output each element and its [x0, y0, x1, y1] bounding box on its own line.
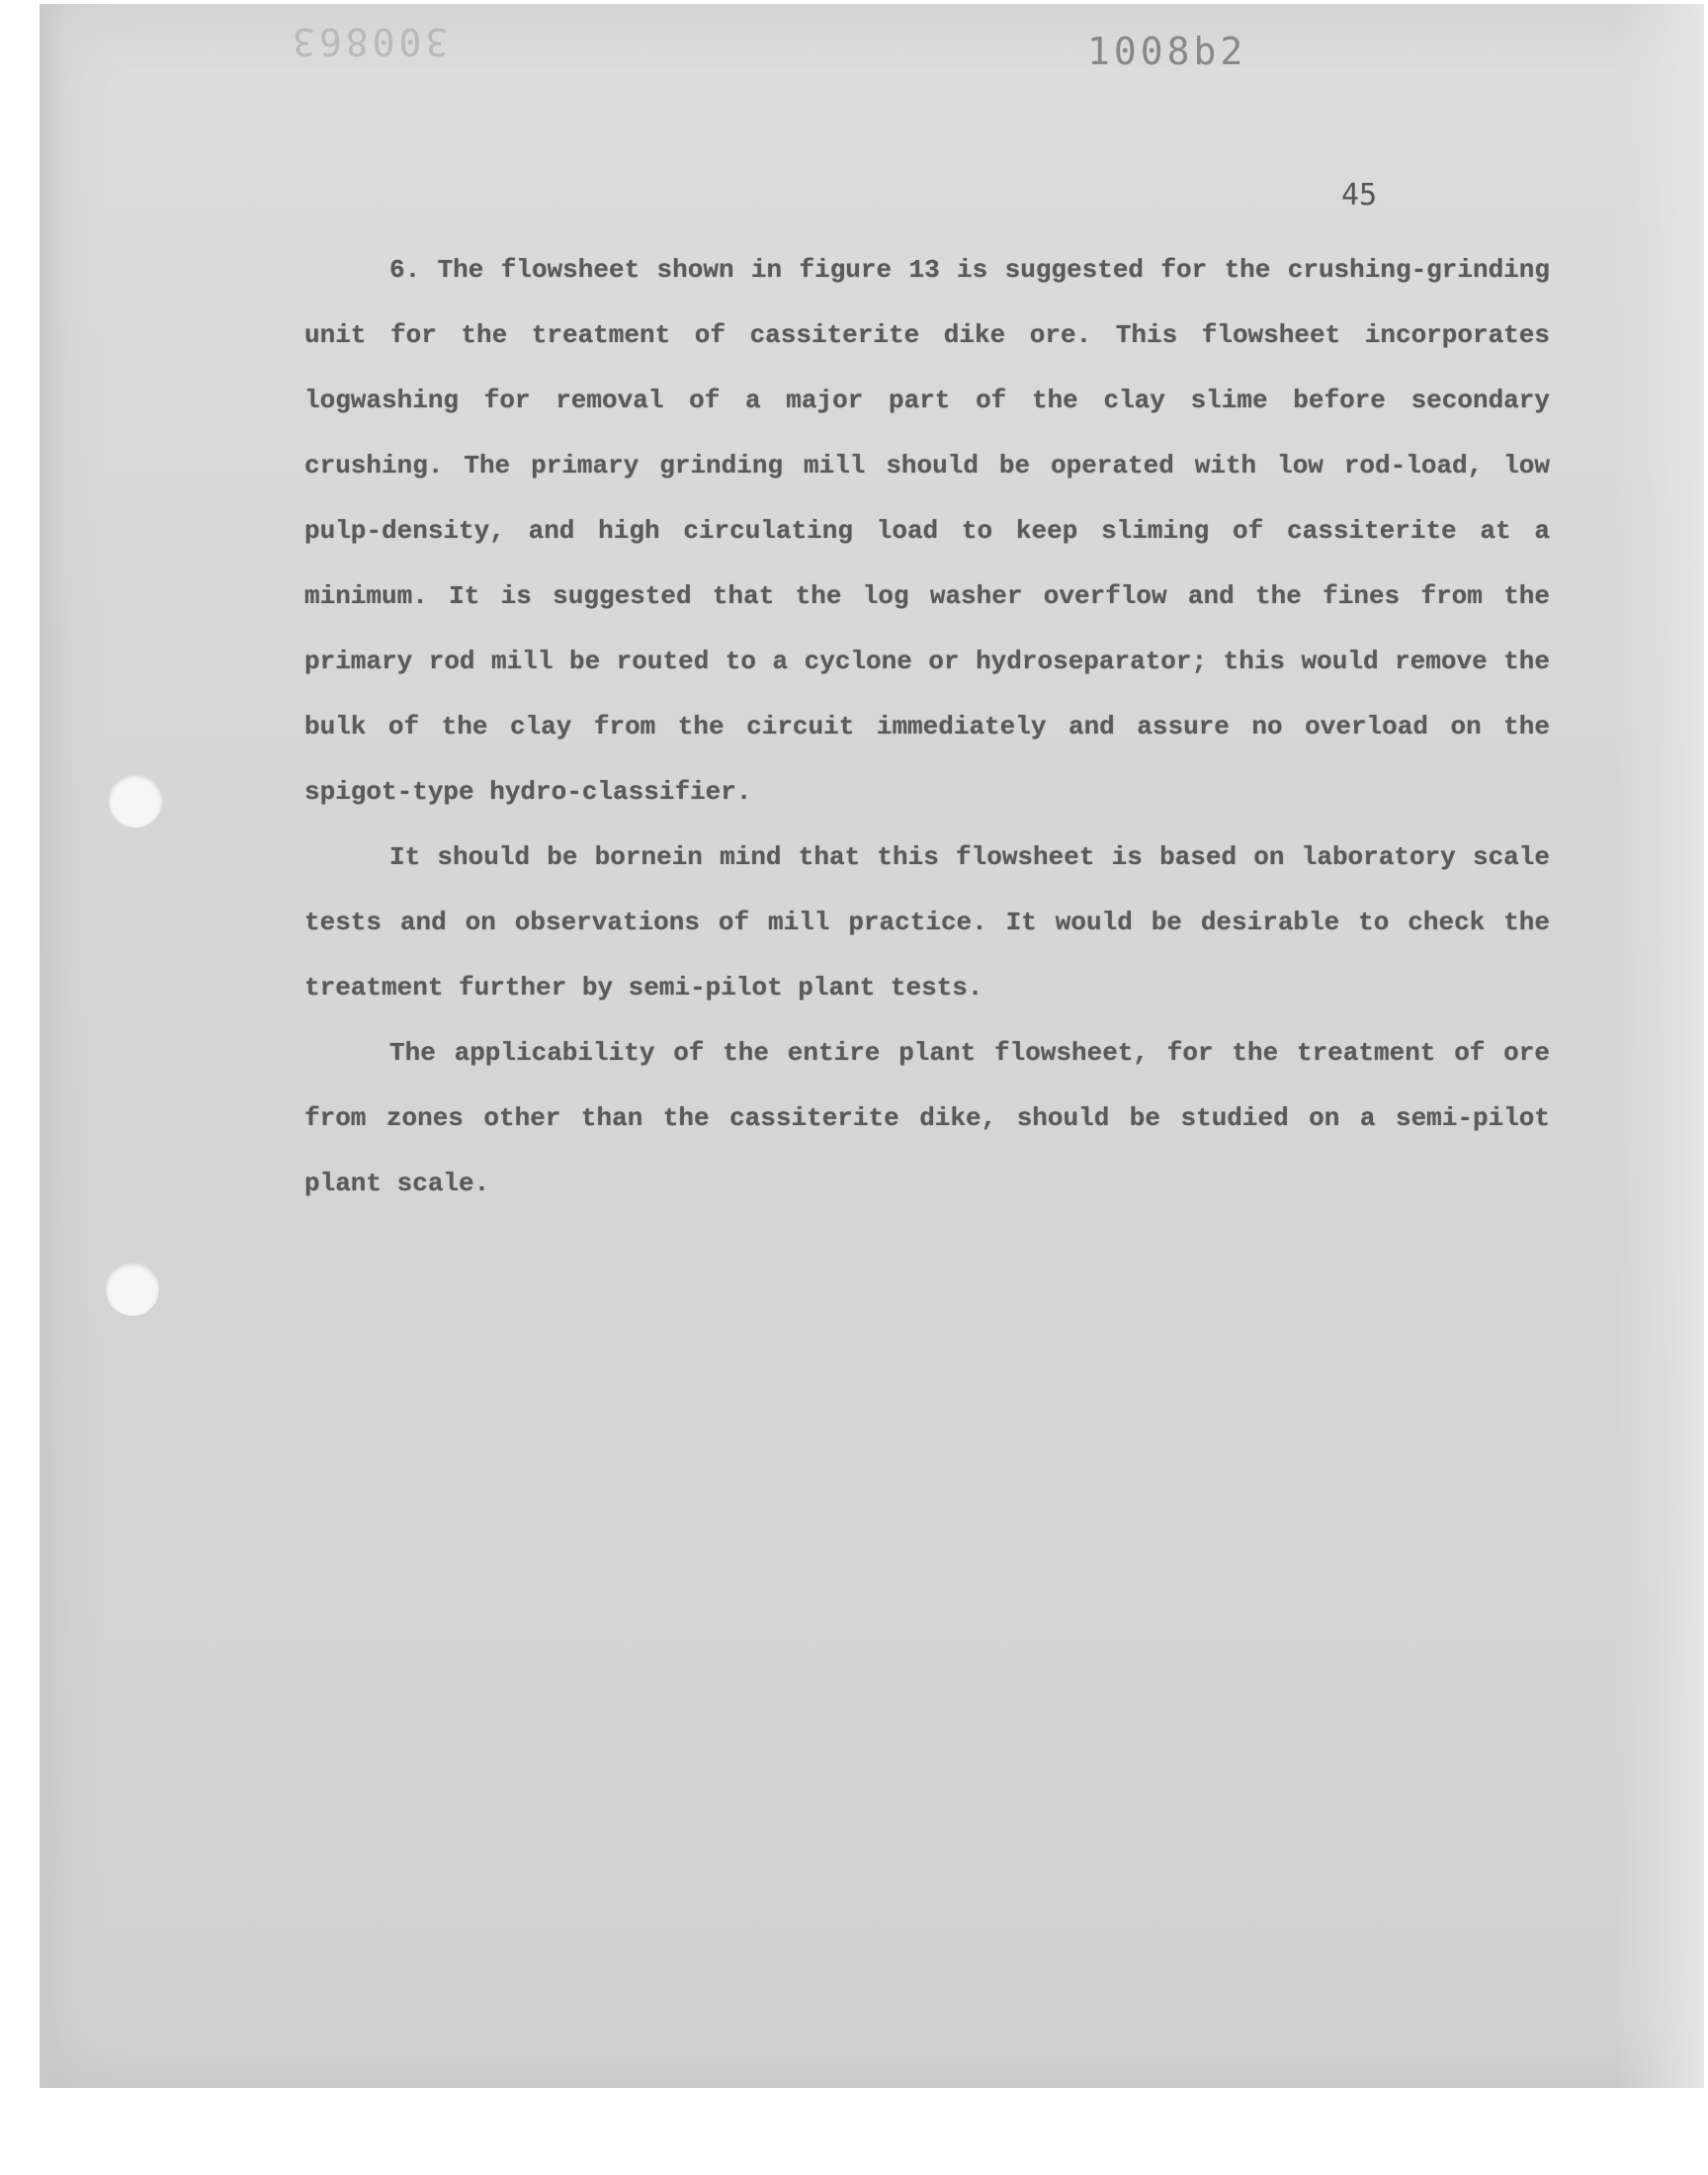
scan-edge-shadow: [40, 4, 65, 2088]
scan-edge-highlight: [1617, 4, 1704, 2088]
paragraph-laboratory-basis: It should be bornein mind that this flowsheet is based on laboratory scale tests and on observations of mill practice. It would be desirable to check the treatment further by semi-pilot plant tests.: [304, 842, 1550, 1002]
punch-hole-upper: [109, 774, 162, 827]
paragraph-applicability: The applicability of the entire plant flowsheet, for the treatment of ore from zones other than the cassiterite dike, should be studied on a semi-pilot plant scale.: [304, 1038, 1550, 1198]
document-stamp-faded: 300863: [289, 20, 449, 63]
document-stamp: 1008b2: [1087, 30, 1247, 73]
punch-hole-lower: [106, 1262, 159, 1316]
paragraph-flowsheet-recommendation: 6. The flowsheet shown in figure 13 is suggested for the crushing-grinding unit for the treatment of cassiterite dike ore. This flowsheet incorporates logwashing for removal of a major part of the clay slime before secondary crushing. The primary grinding mill should be operated with low rod-load, low pulp-density, and high circulating load to keep sliming of cassiterite at a minimum. It is suggested that the log washer overflow and the fines from the primary rod mill be routed to a cyclone or hydroseparator; this would remove the bulk of the clay from the circuit immediately and assure no overload on the spigot-type hydro-classifier.: [304, 255, 1550, 807]
document-body: [304, 237, 1550, 1216]
page-number: 45: [1341, 178, 1378, 213]
